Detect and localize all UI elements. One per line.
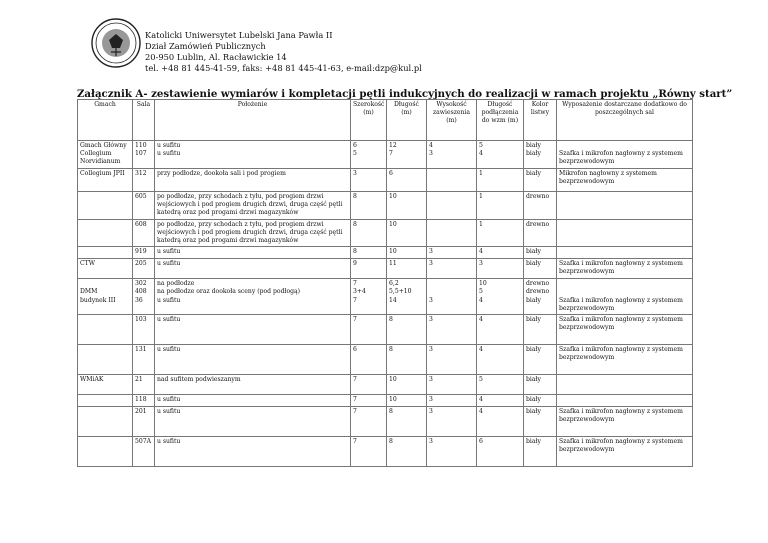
header-line-3: 20-950 Lublin, Al. Racławickie 14	[145, 52, 287, 62]
cell-room: 507A	[133, 437, 155, 467]
cell-building	[78, 315, 133, 345]
cell-color: biały	[524, 259, 557, 279]
cell-height: 3	[427, 247, 477, 259]
cell-width: 7	[351, 437, 387, 467]
loop-specification-table	[77, 99, 693, 467]
cell-length: 8	[387, 407, 427, 437]
cell-location: u sufitu	[155, 345, 351, 375]
table-header-row	[78, 100, 693, 141]
cell-height: 3	[427, 407, 477, 437]
cell-equipment	[557, 395, 693, 407]
cell-connection: 1	[477, 169, 524, 192]
cell-room: 608	[133, 219, 155, 247]
cell-length: 10	[387, 395, 427, 407]
cell-height: 3	[427, 315, 477, 345]
cell-height: 3	[427, 345, 477, 375]
table-body	[78, 141, 693, 467]
cell-width: 7	[351, 315, 387, 345]
cell-room: 312	[133, 169, 155, 192]
cell-room: 103	[133, 315, 155, 345]
table-row	[78, 192, 693, 220]
document-title: Załącznik A- zestawienie wymiarów i kompletacji pętli indukcyjnych do realizacji w ramach projektu „Równy start”	[77, 88, 733, 100]
cell-room: 131	[133, 345, 155, 375]
cell-color: drewno	[524, 192, 557, 220]
cell-location: po podłodze, przy schodach z tyłu, pod progiem drzwi wejściowych i pod progiem drugich drzwi, druga część pętli katedrą oraz pod progami drzwi magazynków	[155, 192, 351, 220]
cell-length: 8	[387, 345, 427, 375]
table-row	[78, 437, 693, 467]
cell-connection: 4	[477, 395, 524, 407]
cell-height	[427, 192, 477, 220]
cell-height: 3	[427, 259, 477, 279]
cell-length: 10	[387, 219, 427, 247]
cell-location: u sufitu	[155, 395, 351, 407]
cell-building	[78, 407, 133, 437]
university-seal-icon	[90, 12, 142, 74]
cell-building	[78, 395, 133, 407]
col-header-building: Gmach	[78, 100, 133, 141]
cell-color: biały	[524, 437, 557, 467]
cell-building	[78, 345, 133, 375]
cell-length: 8	[387, 315, 427, 345]
cell-equipment	[557, 192, 693, 220]
cell-building	[78, 437, 133, 467]
cell-building: Collegium JPII	[78, 169, 133, 192]
cell-color: drewno drewno biały	[524, 279, 557, 315]
cell-room: 118	[133, 395, 155, 407]
col-header-room: Sala	[133, 100, 155, 141]
cell-connection: 4	[477, 247, 524, 259]
cell-length: 8	[387, 437, 427, 467]
cell-connection: 5 4	[477, 141, 524, 169]
col-header-width: Szerokość (m)	[351, 100, 387, 141]
cell-room: 21	[133, 375, 155, 395]
cell-length: 11	[387, 259, 427, 279]
cell-height: 3	[427, 375, 477, 395]
cell-color: biały	[524, 345, 557, 375]
table-row	[78, 407, 693, 437]
cell-building	[78, 247, 133, 259]
cell-color: biały	[524, 407, 557, 437]
cell-color: drewno	[524, 219, 557, 247]
cell-equipment: Szafka i mikrofon nagłowny z systemem bezprzewodowym	[557, 141, 693, 169]
cell-equipment	[557, 375, 693, 395]
cell-location: u sufitu	[155, 259, 351, 279]
cell-height: 4 3	[427, 141, 477, 169]
cell-length: 10	[387, 247, 427, 259]
cell-equipment: Szafka i mikrofon nagłowny z systemem bezprzewodowym	[557, 279, 693, 315]
cell-color: biały	[524, 169, 557, 192]
cell-building: Gmach Główny Collegium Norvidianum	[78, 141, 133, 169]
cell-width: 7	[351, 407, 387, 437]
cell-location: u sufitu	[155, 437, 351, 467]
cell-color: biały	[524, 247, 557, 259]
cell-connection: 4	[477, 315, 524, 345]
cell-room: 605	[133, 192, 155, 220]
cell-location: nad sufitem podwieszanym	[155, 375, 351, 395]
cell-width: 7 3+4 7	[351, 279, 387, 315]
cell-height: 3	[427, 395, 477, 407]
cell-equipment: Mikrofon nagłowny z systemem bezprzewodowym	[557, 169, 693, 192]
table-row	[78, 315, 693, 345]
cell-height	[427, 169, 477, 192]
cell-color: biały	[524, 375, 557, 395]
cell-height: 3	[427, 437, 477, 467]
col-header-height: Wysokość zawieszenia (m)	[427, 100, 477, 141]
cell-location: na podłodze na podłodze oraz dookoła sceny (pod podłogą) u sufitu	[155, 279, 351, 315]
cell-length: 6,2 5,5+10 14	[387, 279, 427, 315]
cell-connection: 3	[477, 259, 524, 279]
cell-width: 7	[351, 375, 387, 395]
table-row	[78, 375, 693, 395]
cell-equipment	[557, 247, 693, 259]
table-row	[78, 169, 693, 192]
cell-connection: 1	[477, 192, 524, 220]
cell-room: 302 408 36	[133, 279, 155, 315]
header-line-2: Dział Zamówień Publicznych	[145, 41, 266, 51]
cell-color: biały	[524, 395, 557, 407]
cell-color: biały	[524, 315, 557, 345]
header-line-1: Katolicki Uniwersytet Lubelski Jana Pawła II	[145, 30, 333, 40]
cell-width: 8	[351, 219, 387, 247]
cell-width: 6	[351, 345, 387, 375]
cell-width: 6 5	[351, 141, 387, 169]
cell-room: 205	[133, 259, 155, 279]
cell-location: u sufitu u sufitu	[155, 141, 351, 169]
cell-room: 110 107	[133, 141, 155, 169]
header-line-4: tel. +48 81 445-41-59, faks: +48 81 445-41-63, e-mail:dzp@kul.pl	[145, 63, 422, 73]
institution-header	[145, 30, 422, 74]
cell-width: 8	[351, 192, 387, 220]
cell-length: 10	[387, 192, 427, 220]
table-row	[78, 259, 693, 279]
col-header-equipment: Wyposażenie dostarczane dodatkowo do poszczególnych sal	[557, 100, 693, 141]
cell-width: 9	[351, 259, 387, 279]
cell-equipment: Szafka i mikrofon nagłowny z systemem bezprzewodowym	[557, 345, 693, 375]
cell-building	[78, 219, 133, 247]
cell-location: u sufitu	[155, 315, 351, 345]
cell-connection: 5	[477, 375, 524, 395]
cell-connection: 4	[477, 407, 524, 437]
cell-room: 201	[133, 407, 155, 437]
cell-width: 8	[351, 247, 387, 259]
col-header-connection: Długość podłączenia do wzm (m)	[477, 100, 524, 141]
cell-equipment: Szafka i mikrofon nagłowny z systemem bezprzewodowym	[557, 407, 693, 437]
col-header-location: Położenie	[155, 100, 351, 141]
col-header-color: Kolor listwy	[524, 100, 557, 141]
table-row	[78, 279, 693, 315]
table-row	[78, 395, 693, 407]
cell-equipment: Szafka i mikrofon nagłowny z systemem bezprzewodowym	[557, 315, 693, 345]
col-header-length: Długość (m)	[387, 100, 427, 141]
cell-length: 10	[387, 375, 427, 395]
cell-connection: 10 5 4	[477, 279, 524, 315]
table-row	[78, 247, 693, 259]
cell-connection: 1	[477, 219, 524, 247]
cell-width: 3	[351, 169, 387, 192]
cell-building: DMM budynek III	[78, 279, 133, 315]
cell-location: przy podłodze, dookoła sali i pod progiem	[155, 169, 351, 192]
cell-height: 3	[427, 279, 477, 315]
cell-width: 7	[351, 395, 387, 407]
cell-building: CTW	[78, 259, 133, 279]
table-row	[78, 219, 693, 247]
cell-equipment: Szafka i mikrofon nagłowny z systemem bezprzewodowym	[557, 259, 693, 279]
cell-equipment	[557, 219, 693, 247]
cell-length: 12 7	[387, 141, 427, 169]
cell-building	[78, 192, 133, 220]
cell-location: u sufitu	[155, 407, 351, 437]
cell-room: 919	[133, 247, 155, 259]
cell-equipment: Szafka i mikrofon nagłowny z systemem bezprzewodowym	[557, 437, 693, 467]
cell-connection: 4	[477, 345, 524, 375]
cell-color: biały biały	[524, 141, 557, 169]
table-row	[78, 141, 693, 169]
cell-length: 6	[387, 169, 427, 192]
cell-location: u sufitu	[155, 247, 351, 259]
cell-height	[427, 219, 477, 247]
table-row	[78, 345, 693, 375]
cell-connection: 6	[477, 437, 524, 467]
cell-location: po podłodze, przy schodach z tyłu, pod progiem drzwi wejściowych i pod progiem drugich drzwi, druga część pętli katedrą oraz pod progami drzwi magazynków	[155, 219, 351, 247]
cell-building: WMiAK	[78, 375, 133, 395]
